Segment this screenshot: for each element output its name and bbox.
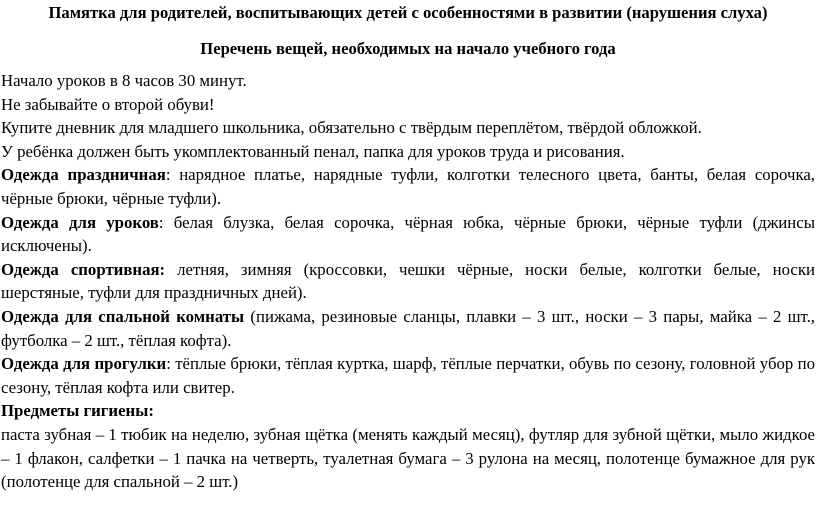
section-bedroom-label: Одежда для спальной комнаты — [1, 306, 245, 326]
section-bedroom-text: (пижама, резиновые сланцы, плавки – 3 шт., носки – 3 пары, майка – 2 шт., футболка – 2 шт., тёплая кофта). — [1, 306, 815, 350]
line-lesson-start: Начало уроков в 8 часов 30 минут. — [1, 71, 247, 90]
section-festive-label: Одежда праздничная — [1, 165, 166, 185]
section-sport-clothes — [1, 258, 815, 305]
section-walk-text: : тёплые брюки, тёплая куртка, шарф, тёплые перчатки, обувь по сезону, головной убор по сезону, тёплая кофта или свитер. — [1, 354, 815, 397]
section-festive-clothes — [1, 163, 815, 210]
section-sport-text: летняя, зимняя (кроссовки, чешки чёрные, носки белые, колготки белые, носки шерстяные, туфли для праздничных дней). — [1, 259, 815, 303]
section-festive-text: : нарядное платье, нарядные туфли, колготки телесного цвета, банты, белая сорочка, чёрные брюки, чёрные туфли). — [1, 165, 815, 208]
line-diary: Купите дневник для младшего школьника, обязательно с твёрдым переплётом, твёрдой обложкой. — [1, 118, 702, 138]
section-sport-label: Одежда спортивная: — [1, 259, 166, 279]
line-pencil-case: У ребёнка должен быть укомплектованный пенал, папка для уроков труда и рисования. — [1, 141, 625, 161]
document-body — [1, 69, 815, 494]
section-lessons-label: Одежда для уроков — [1, 212, 159, 232]
hygiene-heading — [1, 399, 815, 423]
section-walk-clothes — [1, 352, 815, 399]
line-second-shoes: Не забывайте о второй обуви! — [1, 94, 215, 114]
section-lesson-clothes — [1, 211, 815, 258]
page-subtitle: Перечень вещей, необходимых на начало учебного года — [200, 39, 616, 58]
hygiene-items: паста зубная – 1 тюбик на неделю, зубная щётка (менять каждый месяц), футляр для зубной щётки, мыло жидкое – 1 флакон, салфетки – 1 пачка на четверть, туалетная бумага – 3 рулона на месяц, полотенце бумажное для рук (полотенце для спальной – 2 шт.) — [1, 424, 815, 492]
hygiene-label: Предметы гигиены: — [1, 401, 154, 421]
page-title: Памятка для родителей, воспитывающих детей с особенностями в развитии (нарушения слуха) — [48, 3, 768, 22]
section-bedroom-clothes — [1, 305, 815, 352]
section-walk-label: Одежда для прогулки — [1, 354, 167, 374]
section-lessons-text: : белая блузка, белая сорочка, чёрная юбка, чёрные брюки, чёрные туфли (джинсы исключены). — [1, 212, 815, 256]
